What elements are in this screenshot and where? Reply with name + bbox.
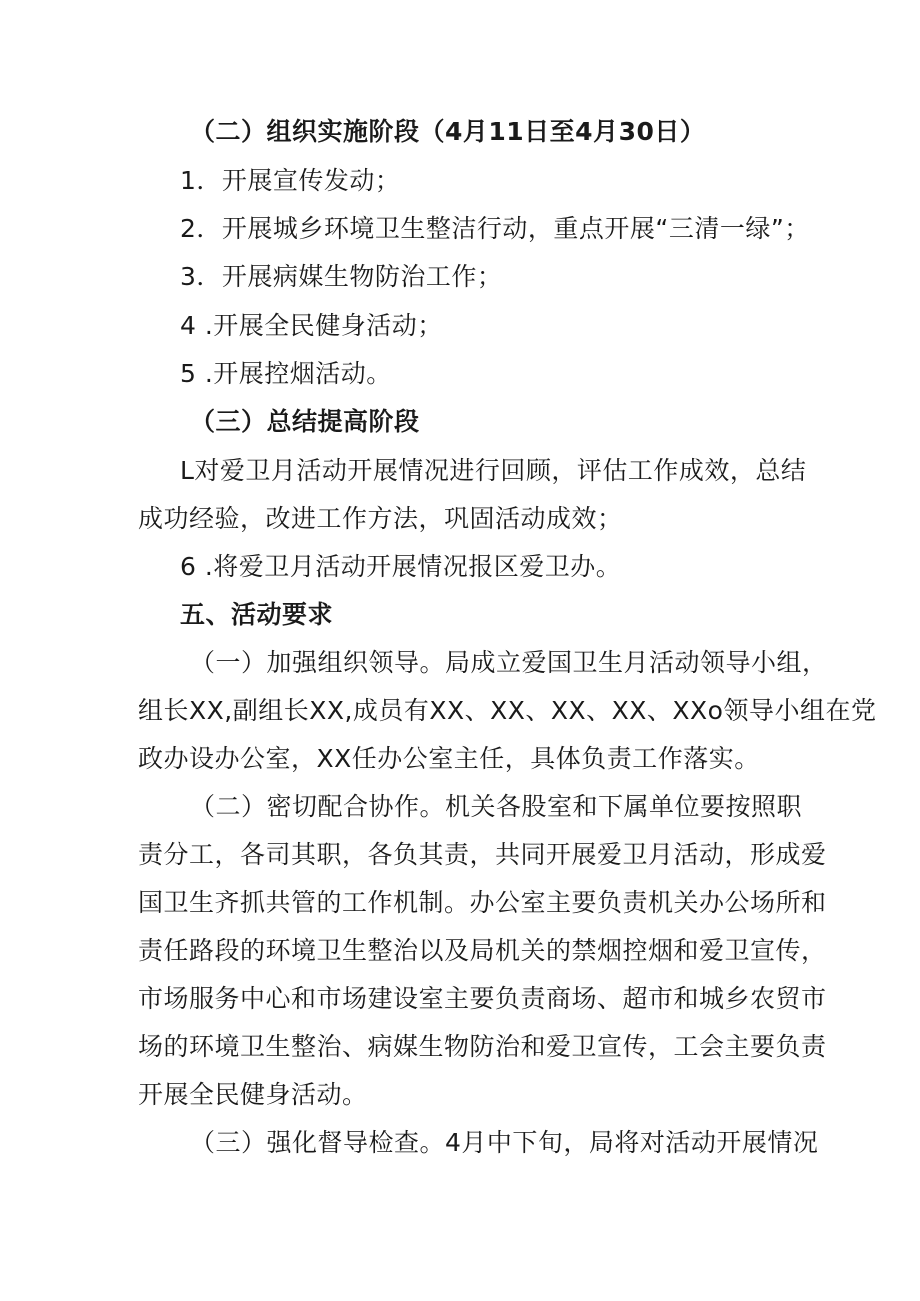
paragraph-line: 责任路段的环境卫生整治以及局机关的禁烟控烟和爱卫宣传， <box>138 936 827 965</box>
paragraph-line: 场的环境卫生整治、病媒生物防治和爱卫宣传，工会主要负责 <box>138 1032 827 1061</box>
list-item: 3．开展病媒生物防治工作； <box>180 262 503 291</box>
list-item: 6 .将爱卫月活动开展情况报区爱卫办。 <box>180 552 622 581</box>
paragraph-line: 市场服务中心和市场建设室主要负责商场、超市和城乡农贸市 <box>138 984 827 1013</box>
list-item: 5 .开展控烟活动。 <box>180 359 392 388</box>
paragraph-line: 国卫生齐抓共管的工作机制。办公室主要负责机关办公场所和 <box>138 888 827 917</box>
paragraph-line: 组长XX,副组长XX,成员有XX、XX、XX、XX、XXo领导小组在党 <box>138 696 877 725</box>
section-heading-requirements: 五、活动要求 <box>180 600 334 629</box>
list-item: 2．开展城乡环境卫生整洁行动，重点开展“三清一绿”； <box>180 214 810 243</box>
section-heading-implementation: （二）组织实施阶段（4月11日至4月30日） <box>190 117 706 146</box>
section-heading-summary: （三）总结提高阶段 <box>190 407 420 436</box>
paragraph-line: （三）强化督导检查。4月中下旬，局将对活动开展情况 <box>190 1128 819 1157</box>
paragraph-line: 开展全民健身活动。 <box>138 1080 368 1109</box>
paragraph-line: L对爱卫月活动开展情况进行回顾，评估工作成效，总结 <box>180 456 807 485</box>
paragraph-line: 责分工，各司其职，各负其责，共同开展爱卫月活动，形成爱 <box>138 840 827 869</box>
paragraph-line: （二）密切配合协作。机关各股室和下属单位要按照职 <box>190 792 803 821</box>
list-item: 1．开展宣传发动； <box>180 166 401 195</box>
paragraph-line: 政办设办公室，XX任办公室主任，具体负责工作落实。 <box>138 744 760 773</box>
paragraph-line: 成功经验，改进工作方法，巩固活动成效； <box>138 504 623 533</box>
list-item: 4 .开展全民健身活动； <box>180 311 443 340</box>
paragraph-line: （一）加强组织领导。局成立爱国卫生月活动领导小组， <box>190 648 828 677</box>
